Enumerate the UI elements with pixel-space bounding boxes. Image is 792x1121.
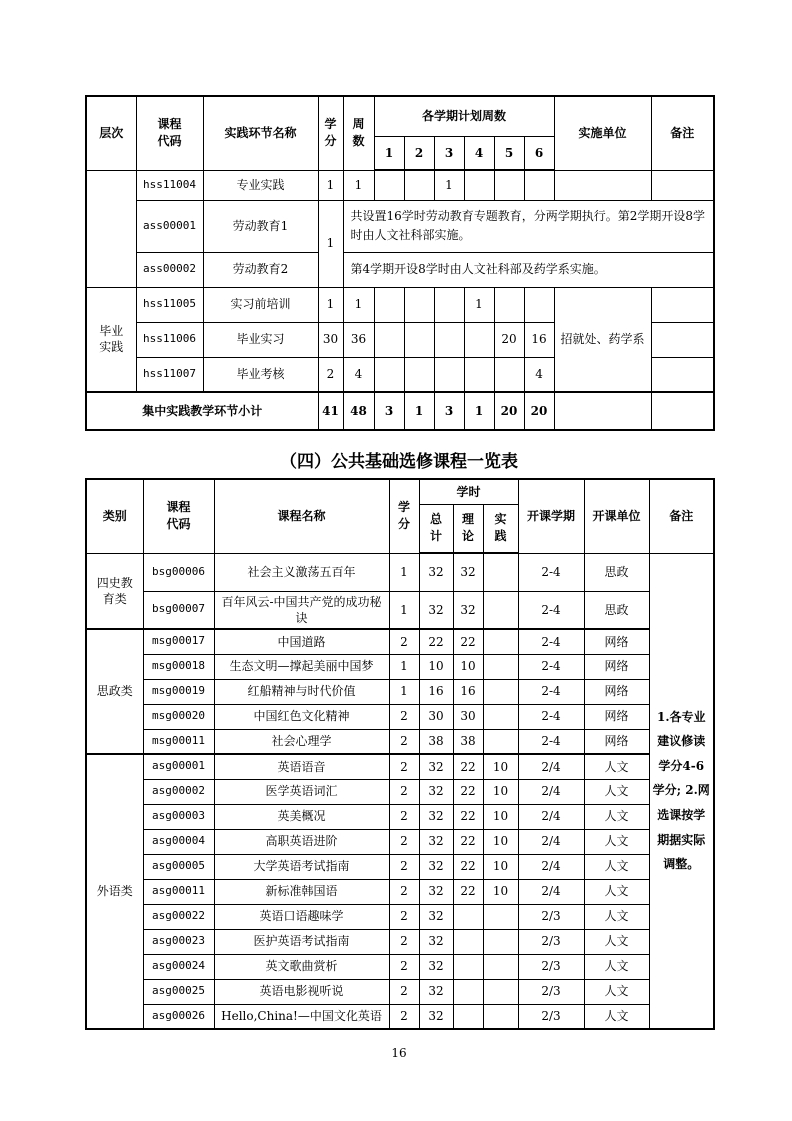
- hours-total-cell: 16: [419, 679, 453, 704]
- table-row: [86, 879, 714, 904]
- unit-cell-graduation: 招就处、药学系: [554, 287, 651, 392]
- header-sem-1: 1: [374, 136, 404, 170]
- sem-cell: [434, 287, 464, 322]
- header-hours-total: [419, 504, 453, 553]
- unit-cell: 网络: [584, 629, 649, 654]
- practice-name-cell: 专业实践: [203, 170, 318, 200]
- hours-theory-cell: 22: [453, 829, 483, 854]
- hours-theory-cell: 22: [453, 629, 483, 654]
- course-code-cell: msg00017: [143, 629, 214, 654]
- credits-cell: 1: [318, 200, 343, 287]
- semester-cell: 2-4: [518, 654, 584, 679]
- header-course-name: 课程名称: [214, 479, 389, 553]
- table-row: [86, 654, 714, 679]
- course-code-cell: asg00026: [143, 1004, 214, 1029]
- course-code-cell: ass00002: [136, 252, 203, 287]
- sem-cell: [494, 357, 524, 392]
- practice-name-cell: 毕业实习: [203, 322, 318, 357]
- table-row: [86, 829, 714, 854]
- sem-cell: [434, 322, 464, 357]
- hours-practice-cell: [483, 591, 518, 629]
- header-sem-2: 2: [404, 136, 434, 170]
- course-code-cell: asg00004: [143, 829, 214, 854]
- course-code-cell: hss11006: [136, 322, 203, 357]
- header-note: 备注: [651, 96, 714, 170]
- semester-cell: 2/3: [518, 979, 584, 1004]
- hours-theory-cell: 16: [453, 679, 483, 704]
- hours-theory-cell: 22: [453, 854, 483, 879]
- hours-practice-cell: [483, 553, 518, 591]
- subtotal-sem: 20: [524, 392, 554, 430]
- sem-cell: [374, 170, 404, 200]
- hours-total-cell: 32: [419, 591, 453, 629]
- credits-cell: 2: [389, 929, 419, 954]
- table-row: [86, 754, 714, 779]
- sem-cell: [464, 357, 494, 392]
- hours-theory-cell: 30: [453, 704, 483, 729]
- course-code-cell: asg00005: [143, 854, 214, 879]
- hours-total-cell: 32: [419, 779, 453, 804]
- page-content: [85, 0, 713, 1060]
- weeks-cell: 1: [343, 287, 374, 322]
- course-code-cell: asg00002: [143, 779, 214, 804]
- credits-cell: 2: [318, 357, 343, 392]
- header-note: 备注: [649, 479, 714, 553]
- sem-cell: [404, 287, 434, 322]
- credits-cell: 1: [389, 654, 419, 679]
- course-code-cell: hss11007: [136, 357, 203, 392]
- semester-cell: 2/4: [518, 779, 584, 804]
- hours-theory-cell: 32: [453, 553, 483, 591]
- hours-total-cell: 32: [419, 829, 453, 854]
- semester-cell: 2-4: [518, 704, 584, 729]
- course-name-cell: 中国红色文化精神: [214, 704, 389, 729]
- header-hours-practice: [483, 504, 518, 553]
- table-row: [86, 170, 714, 200]
- unit-cell: 人文: [584, 854, 649, 879]
- course-name-cell: 医学英语词汇: [214, 779, 389, 804]
- unit-cell: 人文: [584, 1004, 649, 1029]
- table-row: [86, 252, 714, 287]
- table-row: [86, 854, 714, 879]
- unit-cell: 人文: [584, 779, 649, 804]
- header-unit: 实施单位: [554, 96, 651, 170]
- course-code-cell: asg00022: [143, 904, 214, 929]
- table-row: [86, 679, 714, 704]
- course-name-cell: 英美概况: [214, 804, 389, 829]
- sem-cell: [404, 170, 434, 200]
- unit-cell: 人文: [584, 929, 649, 954]
- hours-total-cell: 10: [419, 654, 453, 679]
- semester-cell: 2/3: [518, 904, 584, 929]
- hours-total-cell: 30: [419, 704, 453, 729]
- course-name-cell: 英文歌曲赏析: [214, 954, 389, 979]
- hours-theory-cell: 22: [453, 879, 483, 904]
- header-course-code: [143, 479, 214, 553]
- credits-cell: 2: [389, 729, 419, 754]
- header-semester-group: 各学期计划周数: [374, 96, 554, 136]
- hours-theory-cell: [453, 979, 483, 1004]
- credits-cell: 1: [389, 679, 419, 704]
- course-code-cell: msg00018: [143, 654, 214, 679]
- course-code-cell: bsg00006: [143, 553, 214, 591]
- header-credits-label: 学分: [324, 116, 337, 149]
- subtotal-sem: 3: [434, 392, 464, 430]
- subtotal-credits: 41: [318, 392, 343, 430]
- header-sem-4: 4: [464, 136, 494, 170]
- unit-cell: [554, 170, 651, 200]
- category-cell: 思政类: [86, 629, 143, 754]
- sem-cell: [434, 357, 464, 392]
- section-title: （四）公共基础选修课程一览表: [280, 452, 518, 472]
- credits-cell: 2: [389, 879, 419, 904]
- credits-cell: 2: [389, 854, 419, 879]
- unit-cell: 人文: [584, 879, 649, 904]
- course-name-cell: 英语口语趣味学: [214, 904, 389, 929]
- note-cell: [651, 170, 714, 200]
- weeks-cell: 36: [343, 322, 374, 357]
- practice-name-cell: 实习前培训: [203, 287, 318, 322]
- header-credits: [318, 96, 343, 170]
- table-row: [86, 591, 714, 629]
- hours-practice-cell: 10: [483, 854, 518, 879]
- credits-cell: 2: [389, 979, 419, 1004]
- semester-cell: 2-4: [518, 553, 584, 591]
- header-hours-group: 学时: [419, 479, 518, 504]
- credits-cell: 1: [318, 287, 343, 322]
- note-cell: [651, 287, 714, 322]
- course-code-cell: ass00001: [136, 200, 203, 252]
- credits-cell: 2: [389, 779, 419, 804]
- hours-practice-cell: 10: [483, 804, 518, 829]
- hours-total-cell: 32: [419, 929, 453, 954]
- category-cell: 外语类: [86, 754, 143, 1029]
- practice-table: [85, 95, 715, 431]
- hours-total-cell: 32: [419, 879, 453, 904]
- hours-theory-cell: [453, 1004, 483, 1029]
- labor-education-note-1: 共设置16学时劳动教育专题教育，分两学期执行。第2学期开设8学时由人文社科部实施。: [343, 200, 714, 252]
- hours-total-cell: 38: [419, 729, 453, 754]
- note-cell: [651, 392, 714, 430]
- subtotal-sem: 3: [374, 392, 404, 430]
- unit-cell: 人文: [584, 829, 649, 854]
- header-hours-practice-label: 实践: [494, 511, 507, 544]
- semester-cell: 2-4: [518, 591, 584, 629]
- credits-cell: 2: [389, 754, 419, 779]
- table-note-cell: 1.各专业建议修读学分4-6学分; 2.网选课按学期据实际调整。: [649, 553, 714, 1029]
- semester-cell: 2-4: [518, 729, 584, 754]
- hours-total-cell: 32: [419, 553, 453, 591]
- hours-total-cell: 32: [419, 1004, 453, 1029]
- credits-cell: 2: [389, 804, 419, 829]
- course-name-cell: 大学英语考试指南: [214, 854, 389, 879]
- hours-practice-cell: 10: [483, 879, 518, 904]
- semester-cell: 2/4: [518, 754, 584, 779]
- subtotal-row: [86, 392, 714, 430]
- course-code-cell: asg00023: [143, 929, 214, 954]
- credits-cell: 1: [389, 553, 419, 591]
- note-cell: [651, 322, 714, 357]
- course-name-cell: 新标准韩国语: [214, 879, 389, 904]
- subtotal-sem: 1: [404, 392, 434, 430]
- table-row: [86, 1004, 714, 1029]
- semester-cell: 2/3: [518, 1004, 584, 1029]
- hours-practice-cell: 10: [483, 779, 518, 804]
- table-row: [86, 929, 714, 954]
- subtotal-label: 集中实践教学环节小计: [86, 392, 318, 430]
- semester-cell: 2/4: [518, 854, 584, 879]
- credits-cell: 1: [389, 591, 419, 629]
- sem-cell: [374, 287, 404, 322]
- hours-total-cell: 32: [419, 754, 453, 779]
- credits-cell: 1: [318, 170, 343, 200]
- unit-cell: 网络: [584, 729, 649, 754]
- course-code-cell: msg00020: [143, 704, 214, 729]
- course-name-cell: 英语电影视听说: [214, 979, 389, 1004]
- semester-cell: 2-4: [518, 679, 584, 704]
- table-row: [86, 553, 714, 591]
- course-code-cell: asg00024: [143, 954, 214, 979]
- note-cell: [651, 357, 714, 392]
- unit-cell: 思政: [584, 553, 649, 591]
- labor-education-note-2: 第4学期开设8学时由人文社科部及药学系实施。: [343, 252, 714, 287]
- semester-cell: 2/3: [518, 954, 584, 979]
- semester-cell: 2/4: [518, 879, 584, 904]
- course-name-cell: 红船精神与时代价值: [214, 679, 389, 704]
- table-row: [86, 629, 714, 654]
- practice-name-cell: 毕业考核: [203, 357, 318, 392]
- header-hours-total-label: 总计: [429, 511, 442, 544]
- sem-cell: 4: [524, 357, 554, 392]
- course-code-cell: msg00011: [143, 729, 214, 754]
- hours-practice-cell: [483, 1004, 518, 1029]
- semester-cell: 2/4: [518, 829, 584, 854]
- unit-cell: 网络: [584, 704, 649, 729]
- hours-practice-cell: 10: [483, 829, 518, 854]
- hours-practice-cell: 10: [483, 754, 518, 779]
- course-code-cell: bsg00007: [143, 591, 214, 629]
- header-weeks: [343, 96, 374, 170]
- hours-practice-cell: [483, 979, 518, 1004]
- unit-cell: 网络: [584, 654, 649, 679]
- sem-cell: [494, 287, 524, 322]
- hours-theory-cell: [453, 929, 483, 954]
- level-cell-empty: [86, 170, 136, 287]
- hours-practice-cell: [483, 679, 518, 704]
- course-code-cell: asg00001: [143, 754, 214, 779]
- header-credits-label: 学分: [397, 499, 410, 532]
- table-row: [86, 729, 714, 754]
- course-code-cell: asg00025: [143, 979, 214, 1004]
- hours-practice-cell: [483, 729, 518, 754]
- credits-cell: 2: [389, 704, 419, 729]
- table-row: [86, 779, 714, 804]
- course-name-cell: Hello,China!—中国文化英语: [214, 1004, 389, 1029]
- table-row: [86, 804, 714, 829]
- header-level: 层次: [86, 96, 136, 170]
- course-name-cell: 医护英语考试指南: [214, 929, 389, 954]
- course-name-cell: 中国道路: [214, 629, 389, 654]
- sem-cell: [494, 170, 524, 200]
- hours-practice-cell: [483, 629, 518, 654]
- header-course-code-label: 课程代码: [157, 116, 182, 149]
- header-course-code: [136, 96, 203, 170]
- hours-theory-cell: [453, 954, 483, 979]
- header-unit: 开课单位: [584, 479, 649, 553]
- unit-cell: 网络: [584, 679, 649, 704]
- table-row: [86, 200, 714, 252]
- table-row: [86, 904, 714, 929]
- hours-theory-cell: 38: [453, 729, 483, 754]
- hours-practice-cell: [483, 904, 518, 929]
- semester-cell: 2-4: [518, 629, 584, 654]
- subtotal-sem: 1: [464, 392, 494, 430]
- header-sem-6: 6: [524, 136, 554, 170]
- elective-table: [85, 478, 715, 1030]
- subtotal-weeks: 48: [343, 392, 374, 430]
- credits-cell: 2: [389, 954, 419, 979]
- unit-cell: [554, 392, 651, 430]
- sem-cell: [464, 170, 494, 200]
- hours-practice-cell: [483, 704, 518, 729]
- header-semester: 开课学期: [518, 479, 584, 553]
- course-code-cell: asg00003: [143, 804, 214, 829]
- header-sem-3: 3: [434, 136, 464, 170]
- sem-cell: 16: [524, 322, 554, 357]
- header-hours-theory: [453, 504, 483, 553]
- hours-theory-cell: 22: [453, 779, 483, 804]
- course-code-cell: msg00019: [143, 679, 214, 704]
- credits-cell: 2: [389, 829, 419, 854]
- sem-cell: [524, 287, 554, 322]
- subtotal-sem: 20: [494, 392, 524, 430]
- table-row: [86, 954, 714, 979]
- header-hours-theory-label: 理论: [461, 511, 474, 544]
- hours-total-cell: 32: [419, 904, 453, 929]
- course-name-cell: 生态文明—撑起美丽中国梦: [214, 654, 389, 679]
- semester-cell: 2/4: [518, 804, 584, 829]
- header-credits: [389, 479, 419, 553]
- hours-theory-cell: 22: [453, 804, 483, 829]
- course-name-cell: 社会心理学: [214, 729, 389, 754]
- semester-cell: 2/3: [518, 929, 584, 954]
- unit-cell: 人文: [584, 904, 649, 929]
- unit-cell: 人文: [584, 979, 649, 1004]
- unit-cell: 思政: [584, 591, 649, 629]
- credits-cell: 2: [389, 904, 419, 929]
- course-code-cell: asg00011: [143, 879, 214, 904]
- unit-cell: 人文: [584, 954, 649, 979]
- hours-practice-cell: [483, 929, 518, 954]
- header-practice-name: 实践环节名称: [203, 96, 318, 170]
- weeks-cell: 1: [343, 170, 374, 200]
- course-name-cell: 英语语音: [214, 754, 389, 779]
- unit-cell: 人文: [584, 754, 649, 779]
- category-cell: 四史教育类: [86, 553, 143, 629]
- hours-total-cell: 32: [419, 954, 453, 979]
- course-name-cell: 社会主义激荡五百年: [214, 553, 389, 591]
- hours-total-cell: 32: [419, 804, 453, 829]
- hours-theory-cell: 32: [453, 591, 483, 629]
- practice-name-cell: 劳动教育2: [203, 252, 318, 287]
- credits-cell: 30: [318, 322, 343, 357]
- hours-practice-cell: [483, 654, 518, 679]
- hours-theory-cell: 10: [453, 654, 483, 679]
- sem-cell: [404, 322, 434, 357]
- hours-total-cell: 22: [419, 629, 453, 654]
- sem-cell: 1: [464, 287, 494, 322]
- elective-table-body: [86, 553, 714, 1029]
- header-category: 类别: [86, 479, 143, 553]
- hours-practice-cell: [483, 954, 518, 979]
- practice-name-cell: 劳动教育1: [203, 200, 318, 252]
- course-code-cell: hss11005: [136, 287, 203, 322]
- sem-cell: [524, 170, 554, 200]
- sem-cell: [374, 357, 404, 392]
- weeks-cell: 4: [343, 357, 374, 392]
- sem-cell: [464, 322, 494, 357]
- header-course-code-label: 课程代码: [166, 499, 191, 532]
- header-weeks-label: 周数: [352, 116, 365, 149]
- course-name-cell: 高职英语进阶: [214, 829, 389, 854]
- hours-theory-cell: [453, 904, 483, 929]
- hours-total-cell: 32: [419, 854, 453, 879]
- sem-cell: [374, 322, 404, 357]
- course-code-cell: hss11004: [136, 170, 203, 200]
- page-number: 16: [391, 1046, 407, 1060]
- credits-cell: 2: [389, 629, 419, 654]
- unit-cell: 人文: [584, 804, 649, 829]
- credits-cell: 2: [389, 1004, 419, 1029]
- header-sem-5: 5: [494, 136, 524, 170]
- table-row: [86, 704, 714, 729]
- hours-total-cell: 32: [419, 979, 453, 1004]
- sem-cell: [404, 357, 434, 392]
- hours-theory-cell: 22: [453, 754, 483, 779]
- table-row: [86, 979, 714, 1004]
- sem-cell: 20: [494, 322, 524, 357]
- course-name-cell: 百年风云-中国共产党的成功秘诀: [214, 591, 389, 629]
- sem-cell: 1: [434, 170, 464, 200]
- level-cell-graduation: 毕业实践: [86, 287, 136, 392]
- table-row: [86, 287, 714, 322]
